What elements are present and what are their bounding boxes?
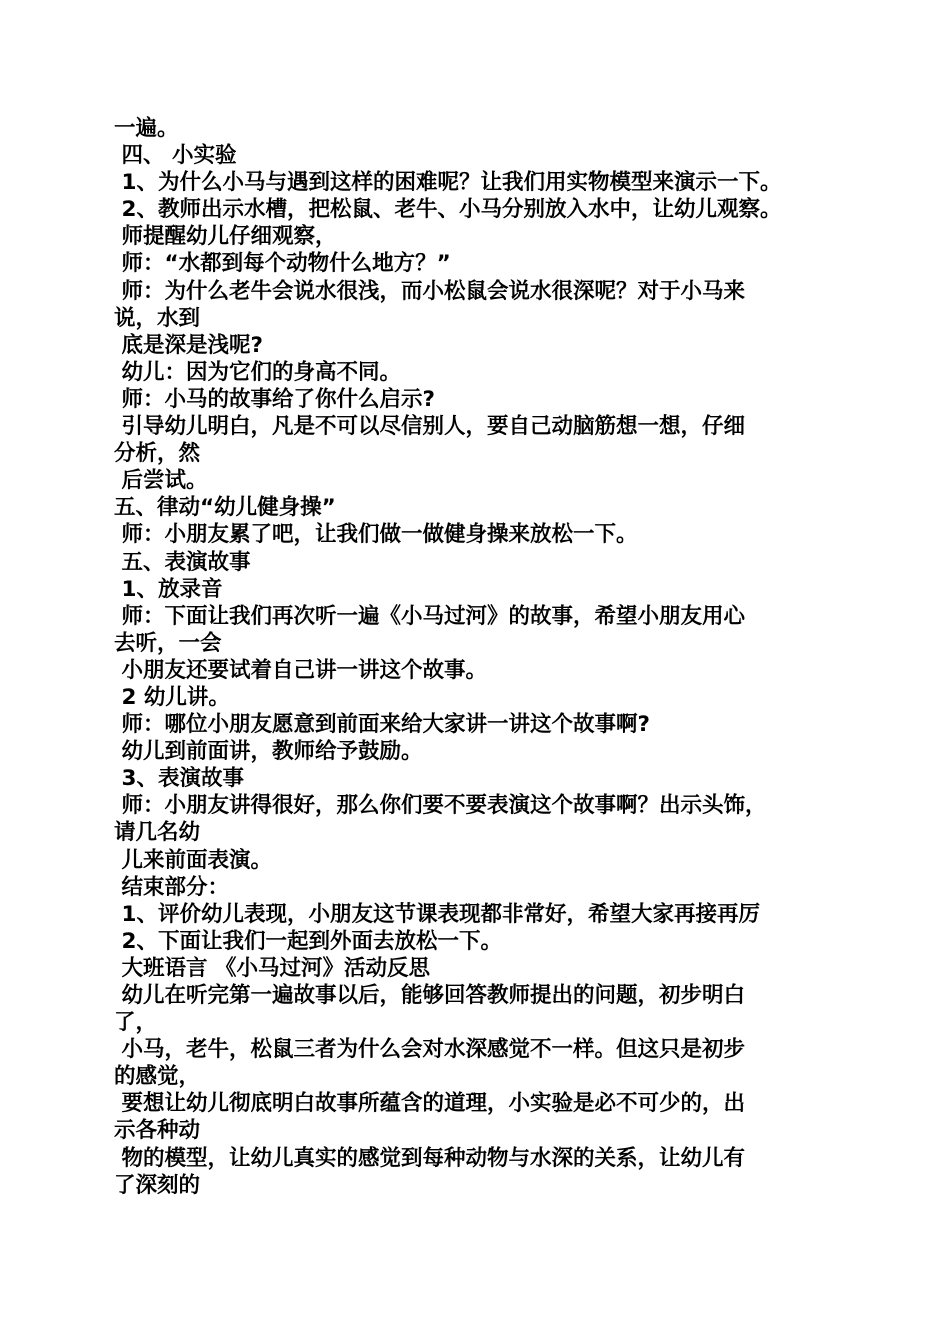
section-heading-conclusion: 结束部分： [114,874,229,900]
text-line: 师：哪位小朋友愿意到前面来给大家讲一讲这个故事啊? [114,712,650,738]
text-line: 小朋友还要试着自己讲一讲这个故事。 [114,657,487,683]
text-line: 分析，然 [114,441,201,467]
text-line: 师：下面让我们再次听一遍《小马过河》的故事，希望小朋友用心 [114,603,745,629]
text-line: 师：小朋友累了吧，让我们做一做健身操来放松一下。 [114,522,638,548]
text-line: 后尝试。 [114,468,208,494]
text-line: 儿来前面表演。 [114,847,272,873]
text-line: 师：“水都到每个动物什么地方？” [114,251,451,277]
text-line: 师：小朋友讲得很好，那么你们要不要表演这个故事啊？出示头饰， [114,793,767,819]
text-line: 小马，老牛，松鼠三者为什么会对水深感觉不一样。但这只是初步 [114,1037,745,1063]
text-line: 师：为什么老牛会说水很浅，而小松鼠会说水很深呢？对于小马来 [114,278,745,304]
text-line: 示各种动 [114,1118,201,1144]
text-line: 物的模型，让幼儿真实的感觉到每种动物与水深的关系，让幼儿有 [114,1145,745,1171]
text-line: 2 幼儿讲。 [114,684,230,710]
text-line: 引导幼儿明白，凡是不可以尽信别人，要自己动脑筋想一想，仔细 [114,414,745,440]
text-line: 一遍。 [114,116,179,141]
text-line: 师：小马的故事给了你什么启示? [114,386,435,412]
text-line: 了， [114,1010,158,1036]
section-heading-rhythm-exercise: 五、律动“幼儿健身操” [114,495,336,521]
text-line: 2、下面让我们一起到外面去放松一下。 [114,928,502,954]
text-line: 2、教师出示水槽，把松鼠、老牛、小马分别放入水中，让幼儿观察。 [114,197,782,223]
text-line: 幼儿：因为它们的身高不同。 [114,359,401,385]
text-line: 3、表演故事 [114,766,244,792]
text-line: 1、评价幼儿表现，小朋友这节课表现都非常好，希望大家再接再厉 [114,901,760,927]
text-line: 幼儿到前面讲，教师给予鼓励。 [114,739,423,765]
text-line: 了深刻的 [114,1172,201,1198]
text-line: 底是深是浅呢? [114,332,263,358]
document-body [114,115,834,1199]
text-line: 请几名幼 [114,820,201,846]
text-line: 的感觉， [114,1064,201,1090]
section-heading-story-performance: 五、表演故事 [114,549,251,575]
text-line: 去听，一会 [114,630,222,656]
text-line: 1、放录音 [114,576,223,602]
text-line: 要想让幼儿彻底明白故事所蕴含的道理，小实验是必不可少的，出 [114,1091,745,1117]
section-heading-small-experiment: 四、 小实验 [114,143,237,169]
text-line: 1、为什么小马与遇到这样的困难呢？让我们用实物模型来演示一下。 [114,170,782,196]
section-heading-reflection: 大班语言 《小马过河》活动反思 [114,955,430,981]
text-line: 幼儿在听完第一遍故事以后，能够回答教师提出的问题，初步明白 [114,983,745,1008]
text-line: 师提醒幼儿仔细观察， [114,224,337,250]
text-line: 说，水到 [114,305,201,331]
